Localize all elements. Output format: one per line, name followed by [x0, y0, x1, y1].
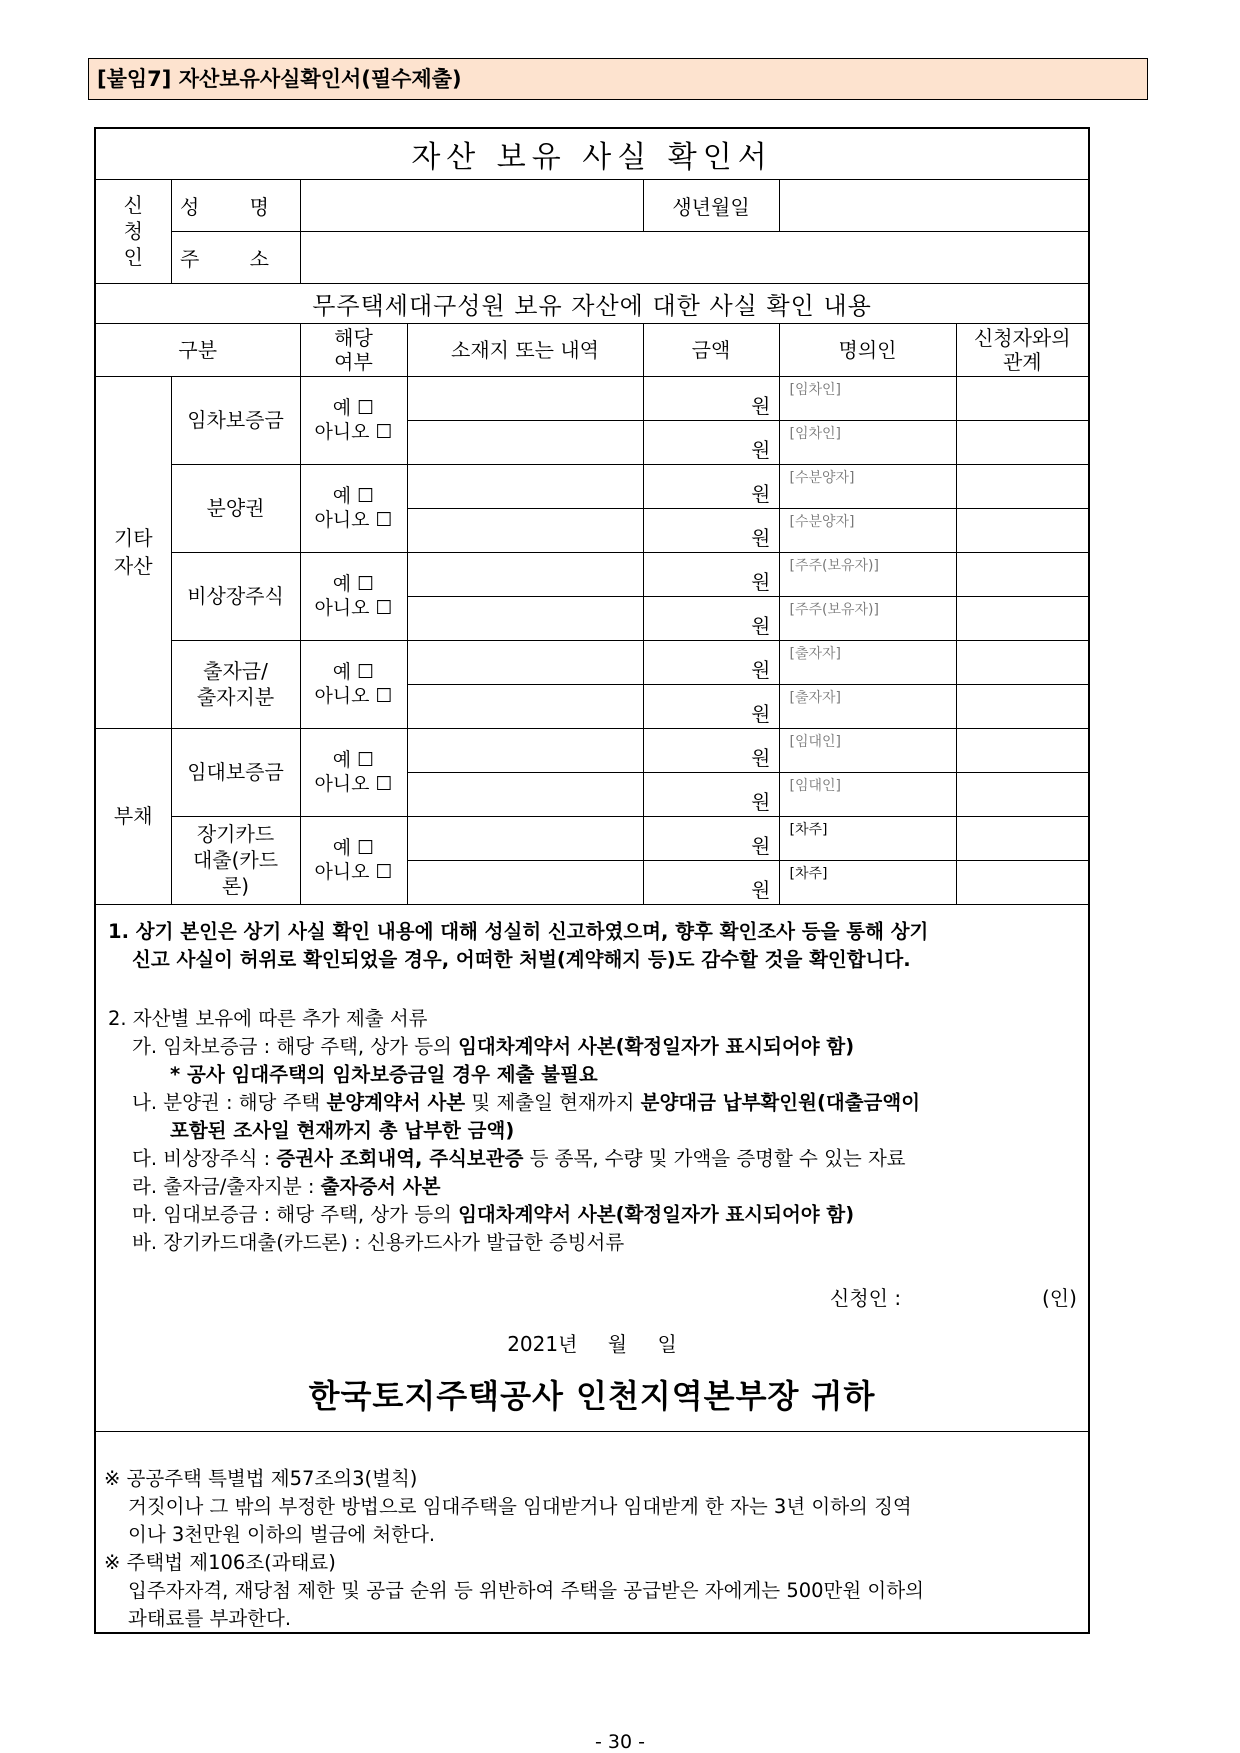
holder-hint: [차주]: [789, 865, 828, 882]
won-unit: 원: [751, 657, 771, 682]
header-relation-text: 신청자와의관계: [973, 325, 1071, 374]
won-unit: 원: [751, 569, 771, 594]
documents-heading: 2. 자산별 보유에 따른 추가 제출 서류: [108, 1006, 428, 1030]
header-location: 소재지 또는 내역: [407, 323, 643, 376]
location-field[interactable]: [407, 684, 643, 728]
page-number: - 30 -: [595, 1731, 645, 1753]
legal-note-1-line-1: 거짓이나 그 밖의 부정한 방법으로 임대주택을 임대받거나 임대받게 한 자는 3년 이하의 징역: [128, 1495, 912, 1518]
asset-row: [96, 640, 1088, 684]
name-label: 성 명: [171, 179, 300, 231]
doc-na-text: 나. 분양권 : 해당 주택: [132, 1090, 327, 1114]
birth-field[interactable]: [779, 179, 1088, 231]
asset-type-text: 장기카드대출(카드론): [192, 822, 279, 898]
header-applicable: [300, 323, 407, 376]
legal-note-1-title: ※ 공공주택 특별법 제57조의3(벌칙): [104, 1467, 418, 1490]
amount-field[interactable]: [643, 596, 779, 640]
amount-field[interactable]: [643, 772, 779, 816]
no-option[interactable]: [301, 596, 407, 620]
statement-line-2: 신고 사실이 허위로 확인되었을 경우, 어떠한 처벌(계약해지 등)도 감수할 것을 확인합니다.: [132, 947, 911, 971]
yes-option-label: 예: [332, 661, 352, 683]
asset-row: [96, 816, 1088, 860]
checkbox-icon[interactable]: ☐: [357, 749, 375, 771]
address-label: 주 소: [171, 231, 300, 283]
statement-line-1: 1. 상기 본인은 상기 사실 확인 내용에 대해 성실히 신고하였으며, 향후 확인조사 등을 통해 상기: [108, 919, 929, 943]
no-option-label: 아니오: [314, 861, 370, 883]
header-relation: [956, 323, 1088, 376]
relation-field[interactable]: [956, 640, 1088, 684]
doc-item-ra: [108, 1173, 1076, 1201]
yes-option-label: 예: [332, 485, 352, 507]
doc-item-da: [108, 1145, 1076, 1173]
asset-type-text: 출자금/출자지분: [196, 659, 275, 709]
location-field[interactable]: [407, 728, 643, 772]
checkbox-icon[interactable]: ☐: [375, 597, 393, 619]
yes-option[interactable]: [301, 660, 407, 684]
relation-field[interactable]: [956, 816, 1088, 860]
checkbox-icon[interactable]: ☐: [375, 421, 393, 443]
relation-field[interactable]: [956, 728, 1088, 772]
doc-da-suffix: 등 종목, 수량 및 가액을 증명할 수 있는 자료: [523, 1146, 906, 1170]
holder-field[interactable]: [779, 508, 956, 552]
holder-hint: [임차인]: [789, 425, 841, 442]
asset-row: [96, 376, 1088, 420]
asset-type-label: [171, 728, 300, 816]
applicable-choice: [300, 376, 407, 464]
yes-option[interactable]: [301, 396, 407, 420]
doc-da-bold: 증권사 조회내역, 주식보관증: [276, 1146, 524, 1170]
location-field[interactable]: [407, 552, 643, 596]
amount-field[interactable]: [643, 420, 779, 464]
doc-ra-text: 라. 출자금/출자지분 :: [132, 1174, 321, 1198]
group-label: 기타자산: [113, 526, 153, 578]
asset-row: [96, 552, 1088, 596]
yes-option-label: 예: [332, 397, 352, 419]
doc-ra-bold: 출자증서 사본: [320, 1174, 441, 1198]
relation-field[interactable]: [956, 376, 1088, 420]
asset-type-label: [171, 464, 300, 552]
asset-rows: [96, 376, 1088, 904]
doc-na-mid: 및 제출일 현재까지: [465, 1090, 641, 1114]
statement: [108, 918, 1076, 974]
no-option[interactable]: [301, 772, 407, 796]
applicant-signature-label: 신청인 :: [830, 1285, 902, 1310]
no-option[interactable]: [301, 420, 407, 444]
asset-type-label: [171, 376, 300, 464]
legal-note-2-line-1: 입주자자격, 재당첨 제한 및 공급 순위 등 위반하여 주택을 공급받은 자에게는 500만원 이하의: [128, 1579, 924, 1602]
asset-type-text: 분양권: [206, 496, 265, 520]
addressee: 한국토지주택공사 인천지역본부장 귀하: [308, 1376, 876, 1415]
amount-field[interactable]: [643, 508, 779, 552]
applicable-choice: [300, 464, 407, 552]
doc-item-ba: 바. 장기카드대출(카드론) : 신용카드사가 발급한 증빙서류: [132, 1230, 625, 1254]
amount-field[interactable]: [643, 816, 779, 860]
no-option-label: 아니오: [314, 509, 370, 531]
legal-note-1-line-2: 이나 3천만원 이하의 벌금에 처한다.: [128, 1523, 436, 1546]
doc-item-na: [108, 1089, 1076, 1117]
applicant-group-label: [96, 179, 171, 283]
legal-note-2-title: ※ 주택법 제106조(과태료): [104, 1551, 336, 1574]
header-category: 구분: [96, 323, 300, 376]
doc-ga-bold: 임대차계약서 사본(확정일자가 표시되어야 함): [458, 1034, 855, 1058]
header-applicable-text: 해당여부: [334, 325, 373, 374]
amount-field[interactable]: [643, 464, 779, 508]
holder-field[interactable]: [779, 728, 956, 772]
asset-type-label: [171, 552, 300, 640]
asset-type-text: 임차보증금: [187, 408, 284, 432]
applicable-choice: [300, 728, 407, 816]
location-field[interactable]: [407, 596, 643, 640]
doc-ga-text: 가. 임차보증금 : 해당 주택, 상가 등의: [132, 1034, 459, 1058]
holder-hint: [차주]: [789, 821, 828, 838]
won-unit: 원: [751, 613, 771, 638]
amount-field[interactable]: [643, 860, 779, 904]
yes-option[interactable]: [301, 748, 407, 772]
legal-notes: [104, 1465, 1084, 1633]
holder-hint: [출자자]: [789, 689, 841, 706]
checkbox-icon[interactable]: ☐: [357, 397, 375, 419]
holder-field[interactable]: [779, 640, 956, 684]
no-option[interactable]: [301, 860, 407, 884]
no-option[interactable]: [301, 684, 407, 708]
form-table: [96, 129, 1088, 905]
won-unit: 원: [751, 701, 771, 726]
header-amount: 금액: [643, 323, 779, 376]
seal-mark: (인): [1042, 1285, 1077, 1310]
doc-da-text: 다. 비상장주식 :: [132, 1146, 277, 1170]
holder-field[interactable]: [779, 772, 956, 816]
yes-option[interactable]: [301, 836, 407, 860]
amount-field[interactable]: [643, 684, 779, 728]
won-unit: 원: [751, 877, 771, 902]
doc-na-continued: 포함된 조사일 현재까지 총 납부한 금액): [170, 1118, 515, 1142]
location-field[interactable]: [407, 376, 643, 420]
doc-ga-note: * 공사 임대주택의 임차보증금일 경우 제출 불필요: [170, 1062, 598, 1086]
form-title: 자산 보유 사실 확인서: [96, 129, 1088, 179]
no-option-label: 아니오: [314, 597, 370, 619]
amount-field[interactable]: [643, 376, 779, 420]
asset-type-text: 임대보증금: [187, 760, 284, 784]
group-other-assets: [96, 376, 171, 728]
checkbox-icon[interactable]: ☐: [375, 685, 393, 707]
holder-field[interactable]: [779, 816, 956, 860]
checkbox-icon[interactable]: ☐: [357, 661, 375, 683]
holder-hint: [임대인]: [789, 733, 841, 750]
applicant-group-text: 신청인: [123, 193, 143, 269]
won-unit: 원: [751, 789, 771, 814]
holder-hint: [출자자]: [789, 645, 841, 662]
header-holder: 명의인: [779, 323, 956, 376]
applicable-choice: [300, 816, 407, 904]
applicable-choice: [300, 552, 407, 640]
asset-confirmation-form: [94, 127, 1090, 1634]
holder-field[interactable]: [779, 684, 956, 728]
date-line: 2021년 월 일: [507, 1331, 677, 1356]
relation-field[interactable]: [956, 860, 1088, 904]
holder-hint: [수분양자]: [789, 513, 855, 530]
won-unit: 원: [751, 833, 771, 858]
asset-row: [96, 728, 1088, 772]
checkbox-icon[interactable]: ☐: [357, 837, 375, 859]
asset-row: [96, 464, 1088, 508]
checkbox-icon[interactable]: ☐: [375, 773, 393, 795]
yes-option[interactable]: [301, 484, 407, 508]
asset-type-label: [171, 816, 300, 904]
holder-hint: [주주(보유자)]: [789, 601, 879, 618]
no-option-label: 아니오: [314, 773, 370, 795]
checkbox-icon[interactable]: ☐: [375, 861, 393, 883]
group-liabilities: [96, 728, 171, 904]
section-title: 무주택세대구성원 보유 자산에 대한 사실 확인 내용: [96, 283, 1088, 323]
documents-list: [108, 1005, 1076, 1257]
doc-ma-bold: 임대차계약서 사본(확정일자가 표시되어야 함): [458, 1202, 855, 1226]
amount-field[interactable]: [643, 640, 779, 684]
no-option[interactable]: [301, 508, 407, 532]
checkbox-icon[interactable]: ☐: [357, 573, 375, 595]
won-unit: 원: [751, 437, 771, 462]
address-field[interactable]: [300, 231, 1088, 283]
holder-field[interactable]: [779, 552, 956, 596]
holder-hint: [임대인]: [789, 777, 841, 794]
no-option-label: 아니오: [314, 685, 370, 707]
doc-ma-text: 마. 임대보증금 : 해당 주택, 상가 등의: [132, 1202, 459, 1226]
checkbox-icon[interactable]: ☐: [357, 485, 375, 507]
relation-field[interactable]: [956, 684, 1088, 728]
relation-field[interactable]: [956, 420, 1088, 464]
holder-field[interactable]: [779, 376, 956, 420]
group-label: 부채: [113, 804, 153, 828]
holder-hint: [임차인]: [789, 381, 841, 398]
yes-option-label: 예: [332, 573, 352, 595]
holder-field[interactable]: [779, 860, 956, 904]
amount-field[interactable]: [643, 552, 779, 596]
legal-note-2-line-2: 과태료를 부과한다.: [128, 1607, 292, 1630]
holder-hint: [주주(보유자)]: [789, 557, 879, 574]
yes-option-label: 예: [332, 749, 352, 771]
location-field[interactable]: [407, 420, 643, 464]
name-field[interactable]: [300, 179, 643, 231]
won-unit: 원: [751, 525, 771, 550]
amount-field[interactable]: [643, 728, 779, 772]
asset-type-label: [171, 640, 300, 728]
relation-field[interactable]: [956, 508, 1088, 552]
location-field[interactable]: [407, 464, 643, 508]
doc-na-bold-1: 분양계약서 사본: [326, 1090, 466, 1114]
relation-field[interactable]: [956, 596, 1088, 640]
notes-section: [96, 905, 1088, 1432]
won-unit: 원: [751, 745, 771, 770]
won-unit: 원: [751, 393, 771, 418]
doc-item-ga: [108, 1033, 1076, 1061]
won-unit: 원: [751, 481, 771, 506]
location-field[interactable]: [407, 816, 643, 860]
location-field[interactable]: [407, 640, 643, 684]
doc-na-bold-2: 분양대금 납부확인원(대출금액이: [640, 1090, 921, 1114]
holder-field[interactable]: [779, 420, 956, 464]
doc-item-ma: [108, 1201, 1076, 1229]
no-option-label: 아니오: [314, 421, 370, 443]
appendix-label: [붙임7] 자산보유사실확인서(필수제출): [88, 58, 1148, 100]
holder-hint: [수분양자]: [789, 469, 855, 486]
location-field[interactable]: [407, 772, 643, 816]
holder-field[interactable]: [779, 464, 956, 508]
relation-field[interactable]: [956, 464, 1088, 508]
relation-field[interactable]: [956, 552, 1088, 596]
yes-option[interactable]: [301, 572, 407, 596]
holder-field[interactable]: [779, 596, 956, 640]
birth-label: 생년월일: [643, 179, 779, 231]
yes-option-label: 예: [332, 837, 352, 859]
relation-field[interactable]: [956, 772, 1088, 816]
applicable-choice: [300, 640, 407, 728]
asset-type-text: 비상장주식: [187, 584, 284, 608]
location-field[interactable]: [407, 860, 643, 904]
location-field[interactable]: [407, 508, 643, 552]
checkbox-icon[interactable]: ☐: [375, 509, 393, 531]
